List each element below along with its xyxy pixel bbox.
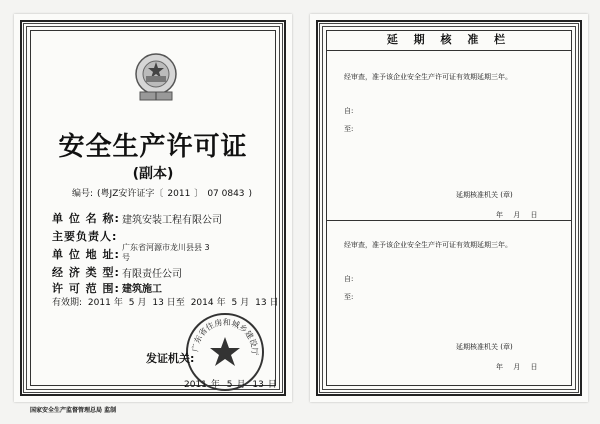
serial-label: 编号: [72, 189, 94, 199]
license-scope-label: 许 可 范 围: [52, 282, 120, 295]
license-copy-page [14, 14, 292, 402]
month-unit: 月 [513, 363, 521, 371]
validity-from-month: 5 [128, 298, 135, 308]
company-name-value: 建筑安装工程有限公司 [122, 215, 222, 226]
month-unit: 月 [137, 298, 147, 308]
serial-prefix: (粤JZ安许证字〔 [97, 189, 164, 199]
address-label: 单 位 地 址: [52, 248, 120, 261]
extension-section-2 [326, 220, 572, 380]
from-label: 自: [344, 107, 354, 115]
address-value: 广东省河源市龙川县县 3号 [122, 243, 210, 262]
validity-from-year: 2011 [87, 298, 111, 308]
economic-type-value: 有限责任公司 [122, 269, 182, 280]
issuing-authority-label: 发证机关: [146, 352, 195, 365]
issue-month: 5 [226, 380, 233, 390]
day-unit: 日至 [166, 298, 185, 308]
approval-text: 经审查，准予该企业安全生产许可证有效期延期三年。 [344, 73, 512, 81]
extension-approval-page [310, 14, 588, 402]
year-unit: 年 [210, 380, 220, 390]
approval-org-label: 延期核准机关 (章) [456, 343, 513, 351]
approval-date [496, 362, 545, 372]
validity-label: 有效期: [52, 298, 83, 308]
legal-rep-label: 主要负责人: [52, 230, 118, 243]
supervisor-footer: 国家安全生产监督管理总局 监制 [30, 407, 117, 414]
issue-date [184, 377, 281, 390]
to-label: 至: [344, 293, 354, 301]
approval-date [496, 210, 545, 220]
extension-title: 延 期 核 准 栏 [326, 30, 572, 51]
validity-to-month: 5 [231, 298, 238, 308]
page-title: 安全生产许可证 [58, 132, 248, 162]
serial-number [72, 186, 256, 199]
serial-value: 07 0843 [207, 189, 245, 199]
to-label: 至: [344, 125, 354, 133]
day-unit: 日 [530, 363, 538, 371]
company-name-label: 单 位 名 称: [52, 212, 120, 225]
day-unit: 日 [267, 380, 277, 390]
year-unit: 年 [113, 298, 123, 308]
approval-text: 经审查，准予该企业安全生产许可证有效期延期三年。 [344, 241, 512, 249]
validity-period [52, 295, 282, 308]
approval-org-label: 延期核准机关 (章) [456, 191, 513, 199]
validity-to-year: 2014 [190, 298, 214, 308]
month-unit: 月 [513, 211, 521, 219]
serial-year: 2011 [167, 189, 191, 199]
year-unit: 年 [216, 298, 226, 308]
from-label: 自: [344, 275, 354, 283]
day-unit: 日 [530, 211, 538, 219]
seal-text: 广东省住房和城乡建设厅 [190, 317, 260, 356]
serial-suffix: ) [248, 189, 253, 199]
validity-from-day: 13 [152, 298, 164, 308]
economic-type-label: 经 济 类 型: [52, 266, 120, 279]
national-emblem-icon [132, 50, 180, 104]
month-unit: 月 [236, 380, 246, 390]
year-unit: 年 [496, 211, 503, 219]
end-unit: 日 [269, 298, 279, 308]
extension-section-1 [326, 50, 572, 220]
issue-year: 2011 [184, 380, 207, 390]
issue-day: 13 [252, 380, 264, 390]
license-scope-value: 建筑施工 [122, 284, 162, 295]
month-unit: 月 [240, 298, 250, 308]
page-subtitle: (副本) [132, 166, 174, 182]
year-unit: 年 [496, 363, 503, 371]
serial-close: 〕 [194, 189, 204, 199]
validity-to-day: 13 [255, 298, 267, 308]
